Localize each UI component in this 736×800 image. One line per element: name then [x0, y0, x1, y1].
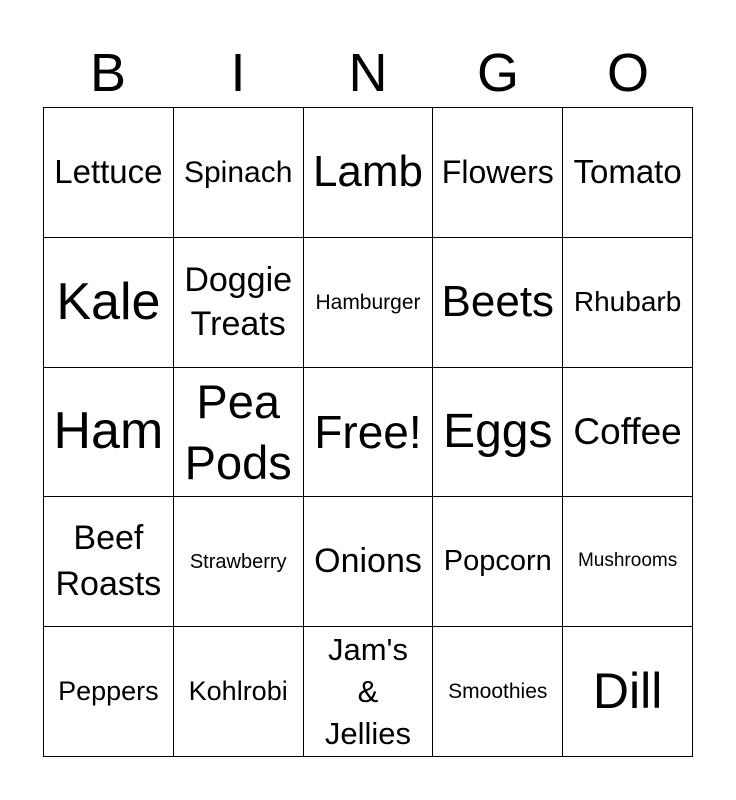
bingo-cell: Rhubarb [563, 238, 693, 368]
bingo-cell: Coffee [563, 368, 693, 498]
header-letter-i: I [230, 43, 246, 103]
bingo-cell: Free! [304, 368, 434, 498]
bingo-cell: Kohlrobi [174, 627, 304, 757]
bingo-cell: Jam's & Jellies [304, 627, 434, 757]
header-letter-b: B [89, 43, 127, 103]
bingo-cell: Hamburger [304, 238, 434, 368]
bingo-cell: Flowers [433, 108, 563, 238]
header-letter-o: O [606, 43, 649, 103]
bingo-header [43, 40, 693, 106]
bingo-cell: Ham [44, 368, 174, 498]
bingo-cell: Mushrooms [563, 497, 693, 627]
bingo-cell: Tomato [563, 108, 693, 238]
bingo-cell: Popcorn [433, 497, 563, 627]
bingo-cell: Spinach [174, 108, 304, 238]
header-letter-n: N [348, 43, 388, 103]
bingo-cell: Doggie Treats [174, 238, 304, 368]
bingo-cell: Onions [304, 497, 434, 627]
header-letter-g: G [476, 43, 519, 103]
bingo-cell: Smoothies [433, 627, 563, 757]
bingo-cell: Peppers [44, 627, 174, 757]
bingo-cell: Lettuce [44, 108, 174, 238]
bingo-cell: Kale [44, 238, 174, 368]
bingo-cell: Beets [433, 238, 563, 368]
bingo-cell: Eggs [433, 368, 563, 498]
bingo-cell: Dill [563, 627, 693, 757]
bingo-board [43, 107, 693, 757]
bingo-cell: Beef Roasts [44, 497, 174, 627]
bingo-cell: Pea Pods [174, 368, 304, 498]
bingo-cell: Strawberry [174, 497, 304, 627]
bingo-cell: Lamb [304, 108, 434, 238]
